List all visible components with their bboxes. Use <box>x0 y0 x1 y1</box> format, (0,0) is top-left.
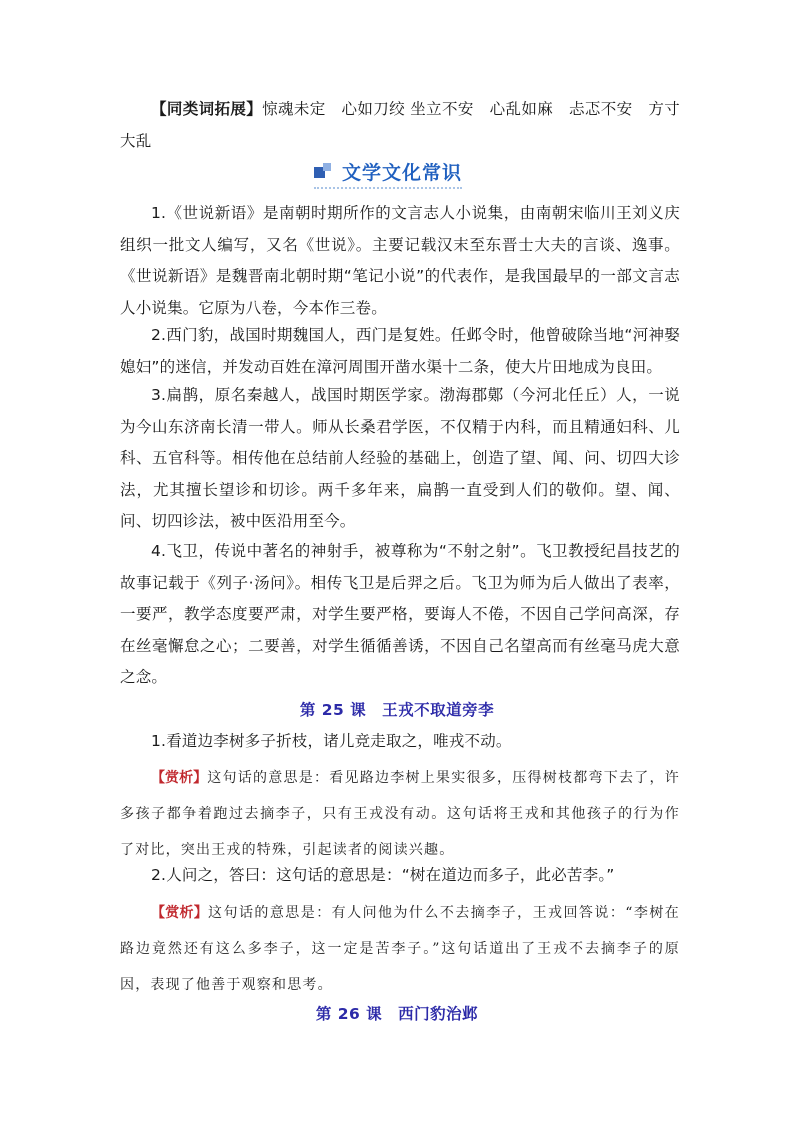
lesson-25-analysis-2 <box>120 895 680 1003</box>
analysis-text: 这句话的意思是：看见路边李树上果实很多，压得树枝都弯下去了，许多孩子都争着跑过去摘李子，只有王戎没有动。这句话将王戎和其他孩子的行为作了对比，突出王戎的特殊，引起读者的阅读兴趣。 <box>120 770 681 858</box>
lesson-25-analysis-1 <box>120 760 680 868</box>
expansion-text: 惊魂未定 心如刀绞 坐立不安 心乱如麻 忐忑不安 方寸大乱 <box>120 100 680 150</box>
lesson-25-sentence-1: 1.看道边李树多子折枝，诸儿竞走取之，唯戎不动。 <box>151 732 512 750</box>
synonym-expansion <box>120 94 680 157</box>
section-title: 文学文化常识 <box>342 161 463 184</box>
knowledge-item-2: 2.西门豹，战国时期魏国人，西门是复姓。任邺令时，他曾破除当地“河神娶媳妇”的迷信，并发动百姓在漳河周围开凿水渠十二条，使大片田地成为良田。 <box>120 326 680 376</box>
knowledge-item-3: 3.扁鹊，原名秦越人，战国时期医学家。渤海郡鄚（今河北任丘）人，一说为今山东济南长清一带人。师从长桑君学医，不仅精于内科，而且精通妇科、儿科、五官科等。相传他在总结前人经验的基础上，创造了望、闻、问、切四大诊法，尤其擅长望诊和切诊。两千多年来，扁鹊一直受到人们的敬仰。望、闻、问、切四诊法，被中医沿用至今。 <box>120 386 680 530</box>
analysis-tag: 【赏析】 <box>151 770 208 786</box>
analysis-tag: 【赏析】 <box>151 905 209 921</box>
lesson-25-title: 第 25 课 王戎不取道旁李 <box>299 701 495 719</box>
lesson-26-title: 第 26 课 西门豹治邺 <box>315 1005 479 1023</box>
square-bullet-icon <box>314 163 334 179</box>
analysis-text: 这句话的意思是：有人问他为什么不去摘李子，王戎回答说：“李树在路边竟然还有这么多李子，这一定是苦李子。”这句话道出了王戎不去摘李子的原因，表现了他善于观察和思考。 <box>120 905 681 993</box>
knowledge-item-1: 1.《世说新语》是南朝时期所作的文言志人小说集，由南朝宋临川王刘义庆组织一批文人编写，又名《世说》。主要记载汉末至东晋士大夫的言谈、逸事。《世说新语》是魏晋南北朝时期“笔记小说”的代表作，是我国最早的一部文言志人小说集。它原为八卷，今本作三卷。 <box>120 204 680 317</box>
expansion-label: 【同类词拓展】 <box>151 100 263 118</box>
knowledge-item-4: 4.飞卫，传说中著名的神射手，被尊称为“不射之射”。飞卫教授纪昌技艺的故事记载于《列子·汤问》。相传飞卫是后羿之后。飞卫为师为后人做出了表率，一要严，教学态度要严肃，对学生要严格，要诲人不倦，不因自己学问高深，存在丝毫懈怠之心；二要善，对学生循循善诱，不因自己名望高而有丝毫马虎大意之念。 <box>120 542 680 686</box>
section-heading <box>314 157 462 189</box>
lesson-25-sentence-2: 2.人问之，答曰：这句话的意思是：“树在道边而多子，此必苦李。” <box>151 866 615 884</box>
